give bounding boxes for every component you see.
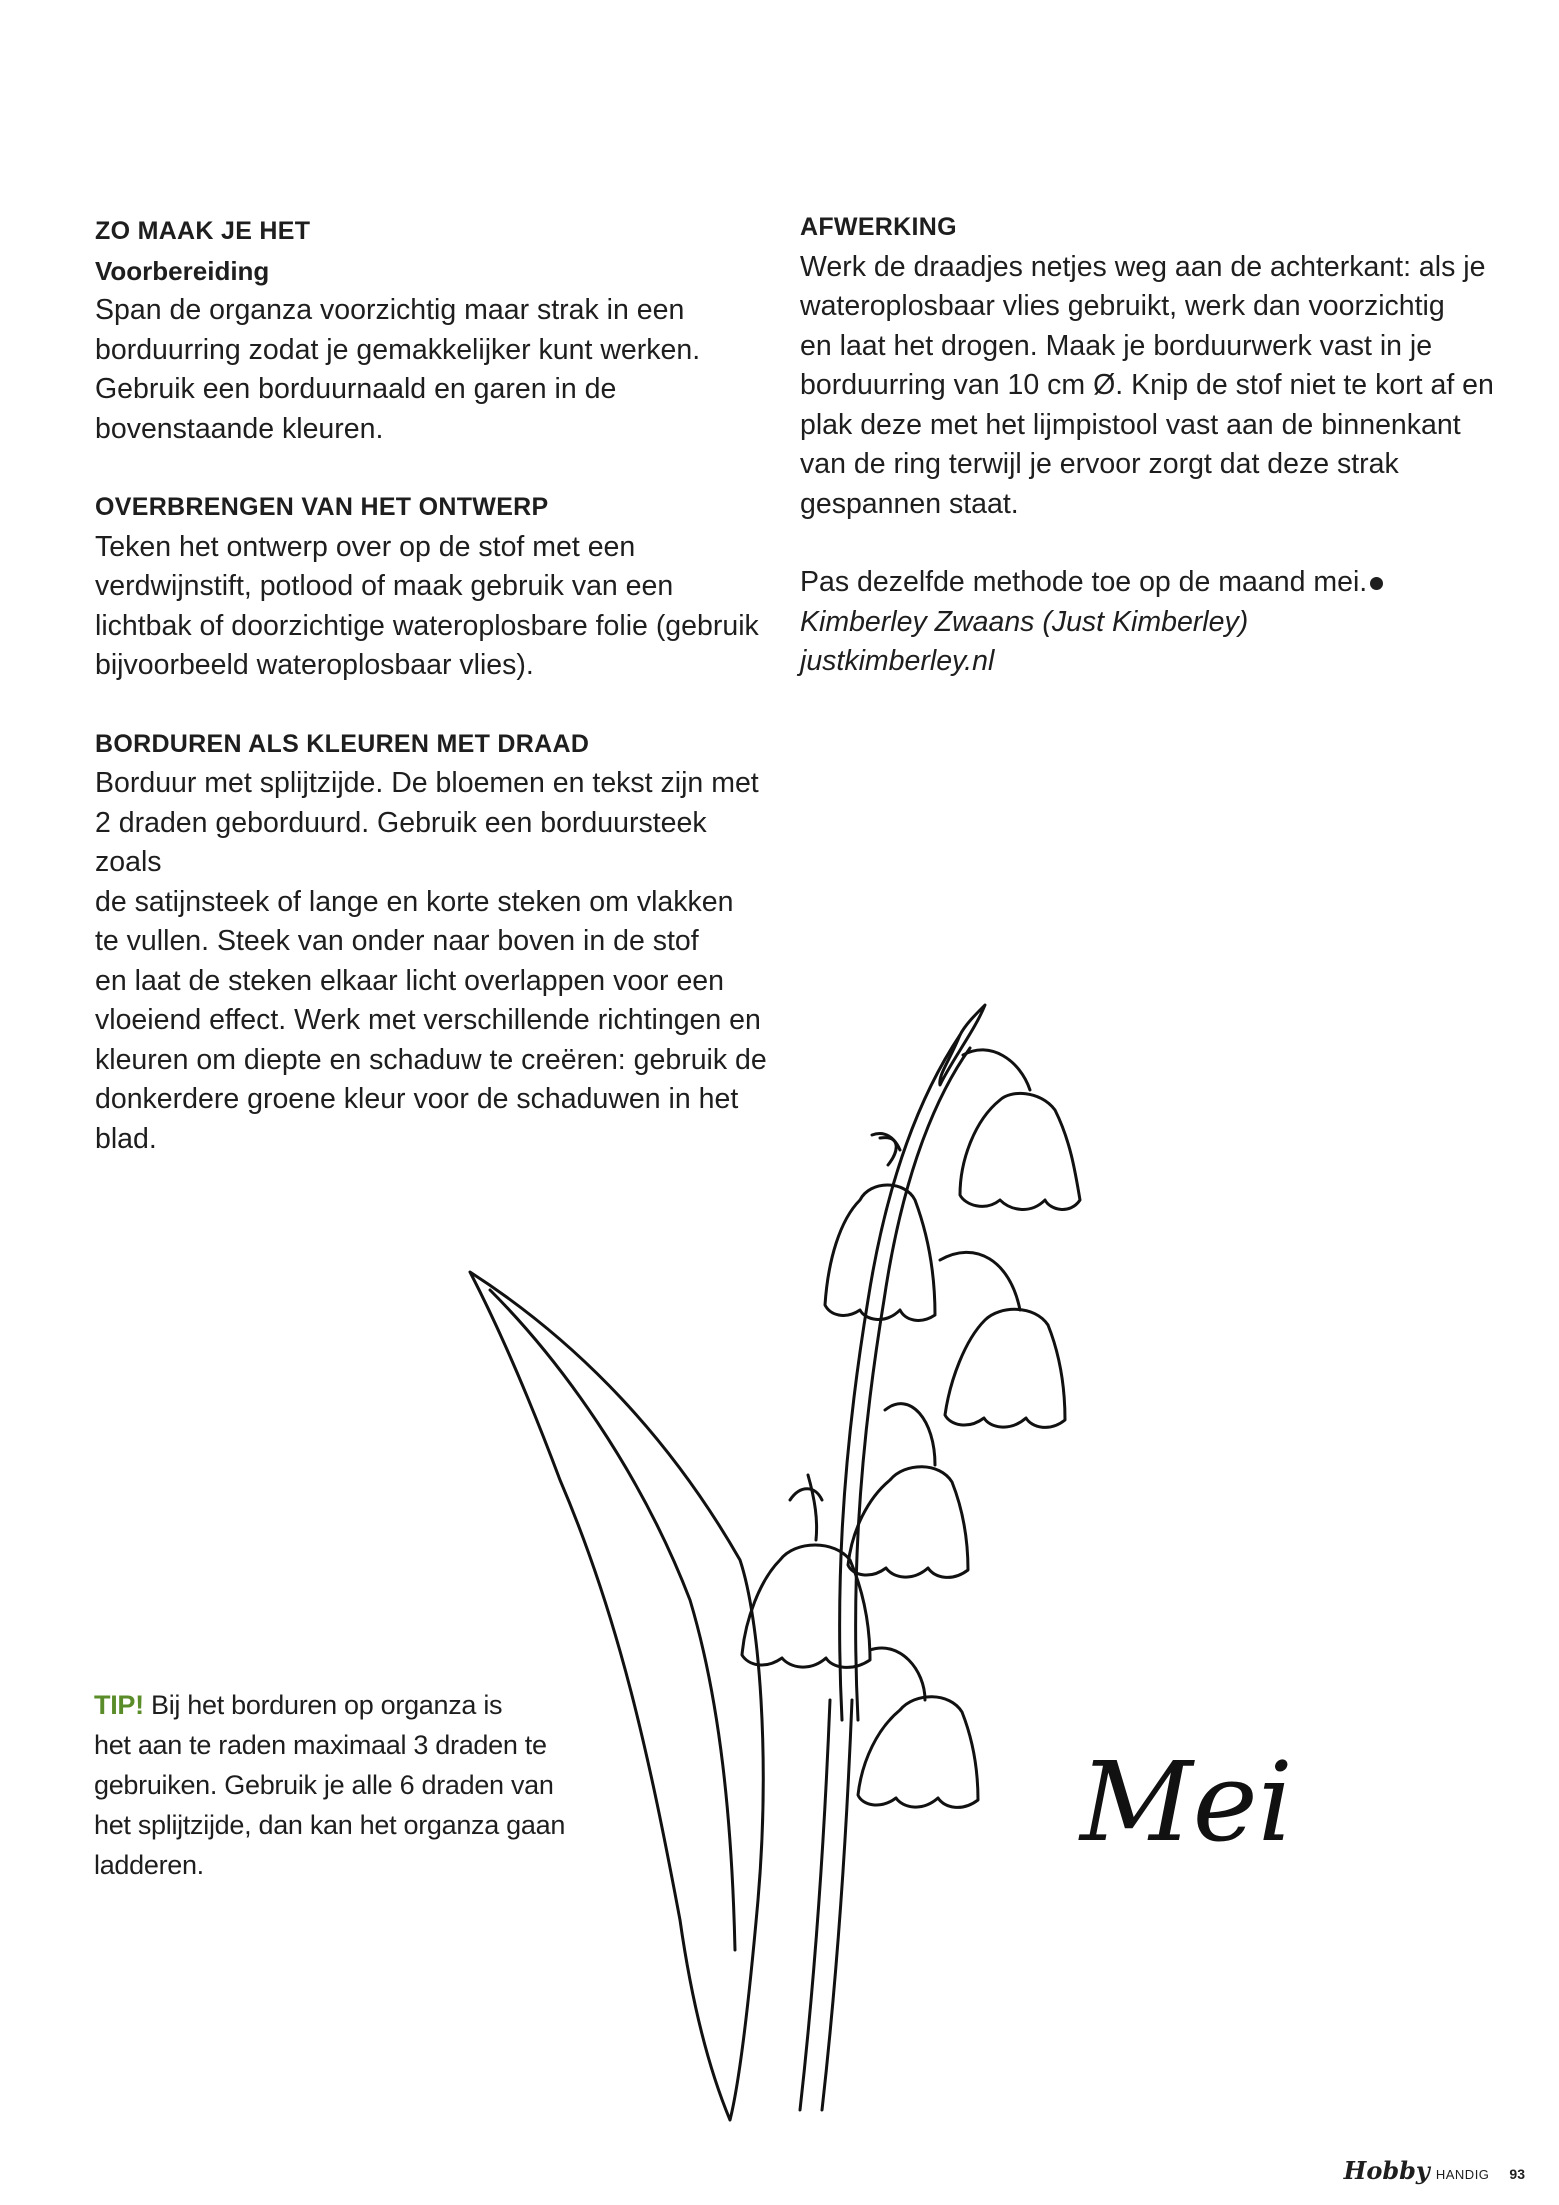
paragraph-line: van de ring terwijl je ervoor zorgt dat deze strak: [800, 448, 1399, 480]
paragraph-line: lichtbak of doorzichtige wateroplosbare folie (gebruik: [95, 609, 759, 642]
subheading-preparation: Voorbereiding: [95, 255, 270, 286]
paragraph-line: bovenstaande kleuren.: [95, 412, 384, 445]
tip-text-line: het splijtzijde, dan kan het organza gaan: [94, 1810, 566, 1840]
section-heading-embroider: BORDUREN ALS KLEUREN MET DRAAD: [95, 729, 590, 758]
end-bullet-icon: [1370, 577, 1383, 590]
script-title-mei: [1060, 1730, 1460, 1880]
paragraph-line: en laat de steken elkaar licht overlappen voor een: [95, 964, 724, 997]
paragraph-line: de satijnsteek of lange en korte steken om vlakken: [95, 885, 734, 918]
paragraph-line: gespannen staat.: [800, 487, 1019, 520]
tip-text-line: het aan te raden maximaal 3 draden te: [94, 1730, 547, 1760]
paragraph-line: vloeiend effect. Werk met verschillende richtingen en: [95, 1004, 761, 1036]
tip-text-line: ladderen.: [94, 1850, 204, 1880]
paragraph-line: en laat het drogen. Maak je borduurwerk vast in je: [800, 329, 1433, 362]
tip-text-line: Bij het borduren op organza is: [143, 1690, 503, 1720]
section-heading-how-to: ZO MAAK JE HET: [95, 217, 311, 245]
magazine-logo-suffix: HANDIG: [1435, 2167, 1490, 2182]
paragraph-line: Werk de draadjes netjes weg aan de achterkant: als je: [800, 250, 1486, 283]
magazine-logo: Hobby: [1343, 2156, 1430, 2185]
author-website: justkimberley.nl: [800, 645, 995, 677]
page-number: 93: [1509, 2166, 1525, 2182]
paragraph-line: verdwijnstift, potlood of maak gebruik van een: [95, 570, 674, 602]
paragraph-line: Gebruik een borduurnaald en garen in de: [95, 373, 617, 405]
paragraph-line: wateroplosbaar vlies gebruikt, werk dan voorzichtig: [800, 290, 1445, 322]
section-heading-transfer: OVERBRENGEN VAN HET ONTWERP: [95, 493, 549, 521]
page-footer: [1344, 2156, 1525, 2185]
tip-label: TIP!: [94, 1690, 144, 1720]
tip-text-line: gebruiken. Gebruik je alle 6 draden van: [94, 1770, 554, 1800]
closing-text: Pas dezelfde methode toe op de maand mei.: [800, 566, 1368, 598]
paragraph-line: Span de organza voorzichtig maar strak in een: [95, 294, 685, 326]
closing-line: [800, 563, 1500, 603]
paragraph-line: plak deze met het lijmpistool vast aan de binnenkant: [800, 408, 1461, 441]
paragraph-line: borduurring van 10 cm Ø. Knip de stof niet te kort af en: [800, 369, 1494, 401]
right-column: [800, 208, 1500, 682]
lily-of-the-valley-drawing-icon: [380, 960, 1460, 2140]
section-heading-finishing: AFWERKING: [800, 213, 957, 241]
paragraph-line: Borduur met splijtzijde. De bloemen en tekst zijn met: [95, 767, 759, 799]
paragraph-line: kleuren om diepte en schaduw te creëren: gebruik de: [95, 1043, 767, 1076]
paragraph-line: 2 draden geborduurd. Gebruik een borduursteek zoals: [95, 806, 707, 878]
author-credit: Kimberley Zwaans (Just Kimberley): [800, 605, 1249, 638]
paragraph-line: blad.: [95, 1122, 157, 1155]
paragraph-line: te vullen. Steek van onder naar boven in de stof: [95, 925, 699, 957]
paragraph-line: Teken het ontwerp over op de stof met een: [95, 530, 636, 563]
paragraph-line: bijvoorbeeld wateroplosbaar vlies).: [95, 649, 534, 681]
script-text-mei: Mei: [1080, 1738, 1293, 1866]
paragraph-line: borduurring zodat je gemakkelijker kunt werken.: [95, 333, 701, 366]
paragraph-line: donkerdere groene kleur voor de schaduwen in het: [95, 1083, 739, 1115]
